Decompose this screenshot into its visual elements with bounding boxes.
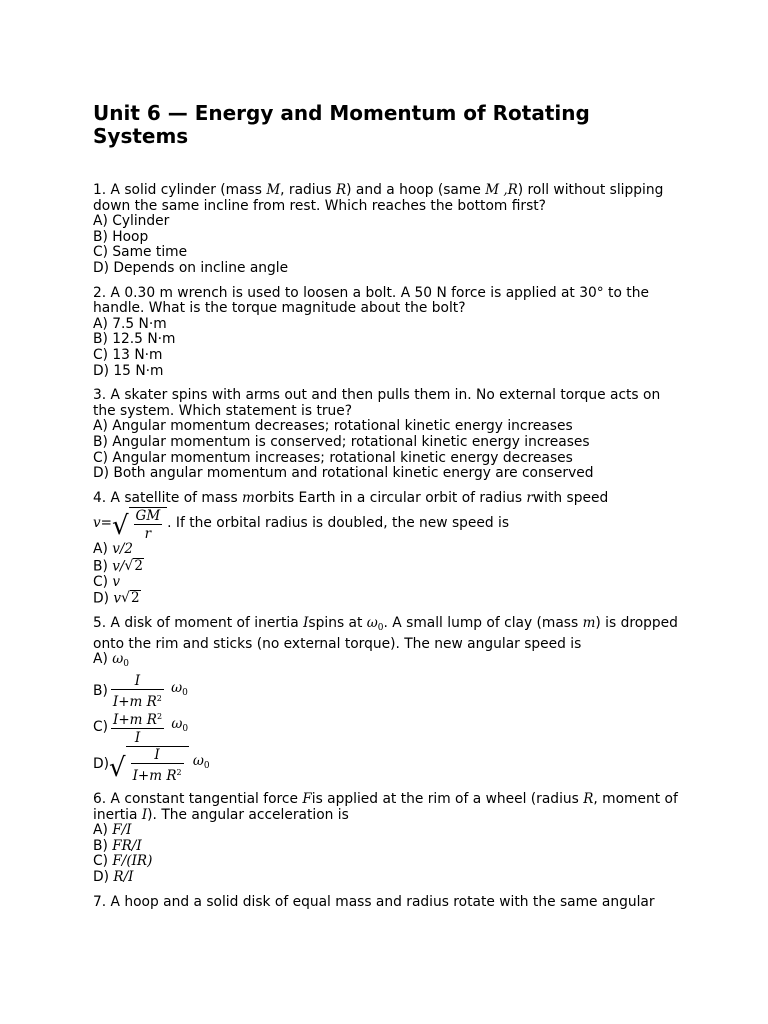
- q4-text-c: with speed: [532, 489, 609, 506]
- q5-text-b: spins at: [308, 615, 367, 632]
- q5-text-c: . A small lump of clay (mass: [383, 615, 583, 632]
- q1-option-d: D) Depends on incline angle: [93, 259, 289, 276]
- question-4: [93, 491, 683, 608]
- q4-option-c: C) v: [93, 573, 121, 590]
- q4-text-a: 4. A satellite of mass: [93, 489, 243, 506]
- q5-d-sqrt: [109, 746, 189, 783]
- q4-formula-lhs: v=: [93, 515, 112, 532]
- document-page: [93, 102, 683, 919]
- q4-text-d: . If the orbital radius is doubled, the new speed is: [167, 515, 510, 532]
- q5-text-a: 5. A disk of moment of inertia: [93, 615, 304, 632]
- q4-sqrt: [112, 507, 167, 541]
- q6-var-r: R: [583, 791, 594, 808]
- q4-option-d: D) v √ 2: [93, 590, 140, 607]
- q4-formula-line: [93, 507, 683, 541]
- q3-option-c: C) Angular momentum increases; rotational kinetic energy decreases: [93, 449, 573, 466]
- q4-var-r: r: [526, 489, 533, 506]
- question-1: [93, 183, 683, 277]
- q3-option-b: B) Angular momentum is conserved; rotational kinetic energy increases: [93, 433, 590, 450]
- q6-text-c: , moment of inertia: [93, 791, 678, 823]
- q5-b-fraction: $\frac{I}{I+m R^2}$: [112, 673, 162, 711]
- q6-var-f: F: [302, 791, 312, 808]
- radical-sign-icon: √: [109, 753, 126, 784]
- question-3: [93, 388, 683, 482]
- q3-option-a: A) Angular momentum decreases; rotational kinetic energy increases: [93, 418, 573, 435]
- q5-option-a: A) $\omega_0$: [93, 651, 129, 670]
- q2-option-d: D) 15 N·m: [93, 362, 164, 379]
- q6-option-d: D) R/I: [93, 869, 134, 885]
- question-5-stem: [93, 616, 683, 652]
- q4-option-b: B) v/ √ 2: [93, 557, 143, 575]
- radical-sign-icon: √: [124, 557, 134, 574]
- question-4-stem: [93, 491, 683, 507]
- question-7-stem: 7. A hoop and a solid disk of equal mass and radius rotate with the same angular: [93, 893, 655, 910]
- question-1-stem: [93, 183, 683, 214]
- q5-var-i: I: [303, 615, 309, 632]
- q2-option-c: C) 13 N·m: [93, 346, 163, 363]
- q4-fraction-numerator: GM: [135, 508, 161, 525]
- radical-sign-icon: √: [111, 511, 129, 542]
- question-5: [93, 616, 683, 783]
- q2-option-b: B) 12.5 N·m: [93, 331, 176, 348]
- q6-text-a: 6. A constant tangential force: [93, 791, 303, 808]
- q4-fraction: [134, 509, 163, 541]
- q5-var-m: m: [582, 615, 596, 632]
- q6-var-i: I: [141, 806, 148, 823]
- q5-option-d: D) √ $\frac{I}{I+m R^2}$ $\omega_0$: [93, 747, 210, 785]
- q4-text-b: orbits Earth in a circular orbit of radius: [254, 489, 527, 506]
- q6-option-a: A) F/I: [93, 822, 132, 839]
- q1-option-c: C) Same time: [93, 244, 188, 261]
- question-7: [93, 895, 683, 911]
- q4-var-m: m: [242, 489, 255, 506]
- q6-option-c: C) F/(IR): [93, 853, 153, 870]
- q1-var-mr: M ,R: [485, 182, 518, 198]
- q1-option-a: A) Cylinder: [93, 213, 170, 230]
- q1-text-d: ) roll without slipping down the same incline from rest. Which reaches the bottom first?: [93, 182, 664, 214]
- q5-option-c: C) $\frac{I+m R^2}{I}$ $\omega_0$: [93, 712, 189, 747]
- q6-text-d: ). The angular acceleration is: [147, 806, 349, 823]
- q4-fraction-denominator: r: [144, 526, 152, 543]
- q6-text-b: is applied at the rim of a wheel (radius: [311, 791, 584, 808]
- q1-text-a: 1. A solid cylinder (mass: [93, 182, 267, 198]
- radical-sign-icon: √: [121, 590, 130, 607]
- q4-b-sqrt: √ 2: [124, 557, 143, 574]
- q2-option-a: A) 7.5 N·m: [93, 315, 167, 332]
- question-2: [93, 286, 683, 380]
- q5-d-fraction: $\frac{I}{I+m R^2}$: [132, 747, 182, 785]
- q4-sqrt-body: [129, 507, 168, 541]
- q1-var-m: M: [266, 182, 281, 198]
- q5-c-fraction: $\frac{I+m R^2}{I}$: [113, 712, 163, 747]
- question-3-stem: 3. A skater spins with arms out and then pulls them in. No external torque acts on the system. Which statement is true?: [93, 387, 661, 419]
- q1-text-b: , radius: [280, 182, 336, 198]
- q3-option-d: D) Both angular momentum and rotational kinetic energy are conserved: [93, 465, 594, 482]
- q1-var-r: R: [335, 182, 347, 198]
- question-6: [93, 792, 683, 886]
- q5-text-d: ) is dropped onto the rim and sticks (no external torque). The new angular speed is: [93, 615, 678, 652]
- q4-option-a: A) v/2: [93, 541, 133, 558]
- question-2-stem: 2. A 0.30 m wrench is used to loosen a bolt. A 50 N force is applied at 30° to the handle. What is the torque magnitude about the bolt?: [93, 284, 649, 317]
- question-list: [93, 183, 683, 910]
- q5-option-b: B) $\frac{I}{I+m R^2}$ $\omega_0$: [93, 673, 188, 711]
- page-title: Unit 6 — Energy and Momentum of Rotating Systems: [93, 101, 590, 148]
- q5-omega: $\omega_0$: [366, 615, 384, 634]
- q1-text-c: ) and a hoop (same: [346, 182, 486, 198]
- q1-option-b: B) Hoop: [93, 228, 149, 245]
- q6-option-b: B) FR/I: [93, 837, 142, 854]
- q4-d-sqrt: √ 2: [121, 590, 140, 607]
- question-6-stem: [93, 792, 683, 823]
